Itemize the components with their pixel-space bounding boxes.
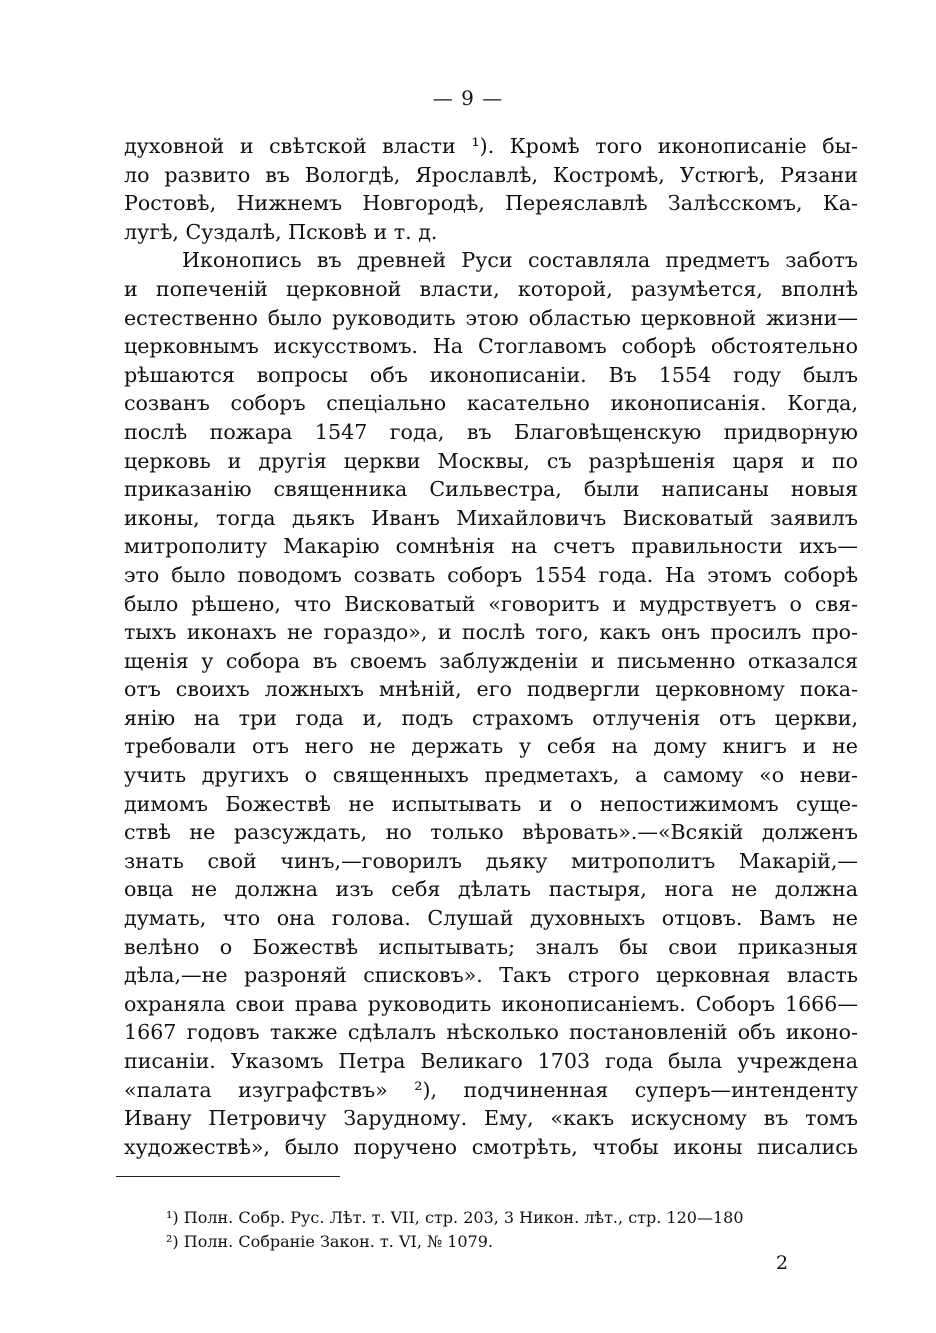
- text-line: было рѣшено, что Висковатый «говоритъ и мудрствуетъ о свя-: [124, 591, 858, 616]
- text-line: думать, что она голова. Слушай духовныхъ отцовъ. Вамъ не: [124, 906, 858, 931]
- text-line: Иконопись въ древней Руси составляла предметъ заботъ: [182, 248, 858, 273]
- page-number: — 9 —: [432, 86, 504, 110]
- text-line: 1667 годовъ также сдѣлалъ нѣсколько постановленій объ иконо-: [124, 1020, 858, 1045]
- footnote-2: ²) Полн. Собраніе Закон. т. VI, № 1079.: [166, 1232, 494, 1251]
- text-line: ствѣ не разсуждать, но только вѣровать».—«Всякій долженъ: [124, 820, 858, 845]
- text-line: отъ своихъ ложныхъ мнѣній, его подвергли церковному пока-: [124, 677, 858, 702]
- text-line: требовали отъ него не держать у себя на дому книгъ и не: [124, 734, 858, 759]
- text-line: димомъ Божествѣ не испытывать и о непостижимомъ суще-: [124, 791, 858, 816]
- text-line: это было поводомъ созвать соборъ 1554 года. На этомъ соборѣ: [124, 562, 858, 587]
- text-line: и попеченій церковной власти, которой, разумѣется, вполнѣ: [124, 276, 858, 301]
- text-line: тыхъ иконахъ не гораздо», и послѣ того, какъ онъ просилъ про-: [124, 620, 858, 645]
- text-line: созванъ соборъ спеціально касательно иконописанія. Когда,: [124, 391, 858, 416]
- text-line: церковнымъ искусствомъ. На Стоглавомъ соборѣ обстоятельно: [124, 334, 858, 359]
- text-line: овца не должна изъ себя дѣлать пастыря, нога не должна: [124, 877, 858, 902]
- text-line: велѣно о Божествѣ испытывать; зналъ бы свои приказныя: [124, 934, 858, 959]
- footnotes: [166, 1206, 856, 1254]
- text-line: церковь и другія церкви Москвы, съ разрѣшенія царя и по: [124, 448, 858, 473]
- text-line: учить другихъ о священныхъ предметахъ, а самому «о неви-: [124, 763, 858, 788]
- text-line: духовной и свѣтской власти ¹). Кромѣ того иконописаніе бы-: [124, 134, 858, 158]
- text-line: янію на три года и, подъ страхомъ отлученія отъ церкви,: [124, 705, 858, 730]
- text-line: лугѣ, Суздалѣ, Псковѣ и т. д.: [124, 219, 438, 244]
- text-line: художествѣ», было поручено смотрѣть, чтобы иконы писались: [124, 1134, 858, 1159]
- text-line: иконы, тогда дьякъ Иванъ Михайловичъ Висковатый заявилъ: [124, 505, 858, 530]
- signature-mark: 2: [776, 1252, 789, 1274]
- text-line: щенія у собора въ своемъ заблужденіи и письменно отказался: [124, 648, 858, 673]
- text-line: естественно было руководить этою областью церковной жизни—: [124, 305, 858, 330]
- footnote-divider: [116, 1176, 340, 1177]
- text-line: Ростовѣ, Нижнемъ Новгородѣ, Переяславлѣ Залѣсскомъ, Ка-: [124, 191, 858, 216]
- text-line: послѣ пожара 1547 года, въ Благовѣщенскую придворную: [124, 419, 858, 444]
- text-line: ло развито въ Вологдѣ, Ярославлѣ, Костромѣ, Устюгѣ, Рязани: [124, 162, 858, 187]
- text-line: дѣла,—не разроняй списковъ». Такъ строго церковная власть: [124, 963, 858, 988]
- footnote-1: ¹) Полн. Собр. Рус. Лѣт. т. VII, стр. 203, 3 Никон. лѣт., стр. 120—180: [166, 1208, 744, 1227]
- text-line: знать свой чинъ,—говорилъ дьяку митрополитъ Макарій,—: [124, 848, 858, 873]
- body-text: [124, 132, 858, 1161]
- text-line: охраняла свои права руководить иконописаніемъ. Соборъ 1666—: [124, 991, 858, 1016]
- text-line: митрополиту Макарію сомнѣнія на счетъ правильности ихъ—: [124, 534, 858, 559]
- text-line: «палата изуграфствъ» ²), подчиненная суперъ—интенденту: [124, 1077, 858, 1102]
- text-line: приказанію священника Сильвестра, были написаны новыя: [124, 477, 858, 502]
- text-line: Ивану Петровичу Зарудному. Ему, «какъ искусному въ томъ: [124, 1106, 858, 1131]
- text-line: рѣшаются вопросы объ иконописаніи. Въ 1554 году былъ: [124, 362, 858, 387]
- text-line: писаніи. Указомъ Петра Великаго 1703 года была учреждена: [124, 1049, 858, 1073]
